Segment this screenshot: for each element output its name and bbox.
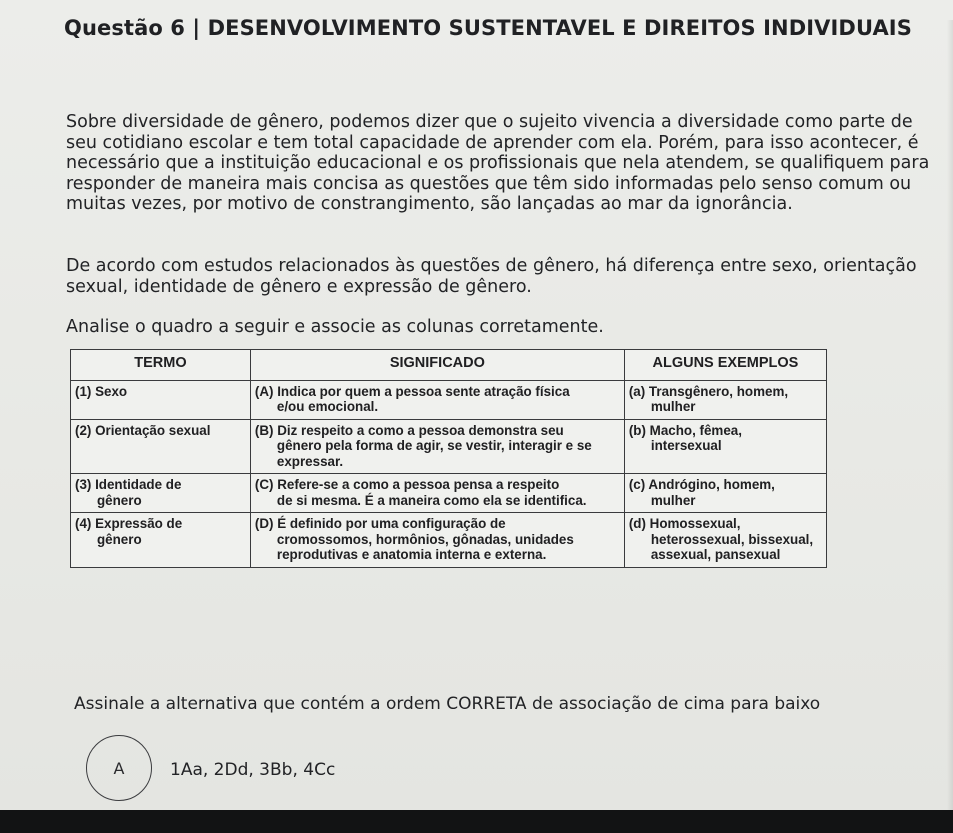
instruction-paragraph: Analise o quadro a seguir e associe as colunas corretamente. [66,317,604,337]
example-cell [624,513,826,568]
meaning-text: (D) É definido por uma configuração de [254,516,506,531]
term-label-cont: gênero [97,531,142,547]
meaning-text-cont: cromossomos, hormônios, gônadas, unidades reprodutivas e anatomia interna e externa. [276,531,574,562]
header-significado: SIGNIFICADO [250,350,624,381]
example-text: (c) Andrógino, homem, [628,477,775,492]
meaning-text: (B) Diz respeito a como a pessoa demonstra seu [254,422,564,438]
term-label: (1) Sexo [75,383,128,399]
term-cell [71,419,251,474]
option-a[interactable] [86,735,786,801]
answer-prompt: Assinale a alternativa que contém a ordem CORRETA de associação de cima para baixo [74,694,821,714]
context-paragraph: De acordo com estudos relacionados às questões de gênero, há diferença entre sexo, orientação sexual, identidade de gênero e expressão de gênero. [66,256,917,297]
meaning-text-cont: gênero pela forma de agir, se vestir, interagir e se expressar. [276,438,592,469]
table-row [71,513,827,568]
example-text-cont: mulher [650,399,696,414]
table-row [71,380,827,419]
page-edge-shadow [947,20,953,810]
example-cell [624,380,826,419]
example-text: (b) Macho, fêmea, [628,422,742,438]
intro-paragraph: Sobre diversidade de gênero, podemos dizer que o sujeito vivencia a diversidade como parte de seu cotidiano escolar e tem total capacidade de aprender com ela. Porém, para isso acontecer, é necessário que a instituição educacional e os profissionais que nela atendem, se qualifiquem para responder de maneira mais concisa as questões que têm sido informadas pelo senso comum ou muitas vezes, por motivo de constrangimento, são lançadas ao mar da ignorância. [66,112,930,215]
association-table [70,349,827,568]
meaning-cell [250,474,624,513]
meaning-text-cont: e/ou emocional. [276,399,379,414]
term-label-cont: gênero [97,492,142,508]
meaning-cell [250,380,624,419]
example-text-cont: intersexual [650,438,722,453]
term-cell [71,474,251,513]
table-row [71,419,827,474]
example-text-cont: heterossexual, bissexual, assexual, pansexual [650,531,814,562]
table-header-row [71,350,827,381]
example-cell [624,474,826,513]
meaning-cell [250,419,624,474]
term-label: (2) Orientação sexual [75,422,211,438]
term-label: (4) Expressão de [75,516,183,531]
term-cell [71,380,251,419]
header-exemplos: ALGUNS EXEMPLOS [624,350,826,381]
example-text: (d) Homossexual, [628,516,741,531]
meaning-cell [250,513,624,568]
term-cell [71,513,251,568]
header-termo: TERMO [71,350,251,381]
meaning-text-cont: de si mesma. É a maneira como ela se identifica. [276,492,587,508]
option-a-text[interactable]: 1Aa, 2Dd, 3Bb, 4Cc [170,760,336,780]
example-text-cont: mulher [650,492,696,508]
term-label: (3) Identidade de [75,477,182,492]
example-text: (a) Transgênero, homem, [628,383,789,399]
table-row [71,474,827,513]
example-cell [624,419,826,474]
question-title: Questão 6 | DESENVOLVIMENTO SUSTENTAVEL E DIREITOS INDIVIDUAIS [64,16,912,40]
meaning-text: (A) Indica por quem a pessoa sente atração física [254,383,570,399]
meaning-text: (C) Refere-se a como a pessoa pensa a respeito [254,477,560,492]
screen-bottom-bar [0,810,953,833]
option-a-radio[interactable]: A [86,735,152,801]
